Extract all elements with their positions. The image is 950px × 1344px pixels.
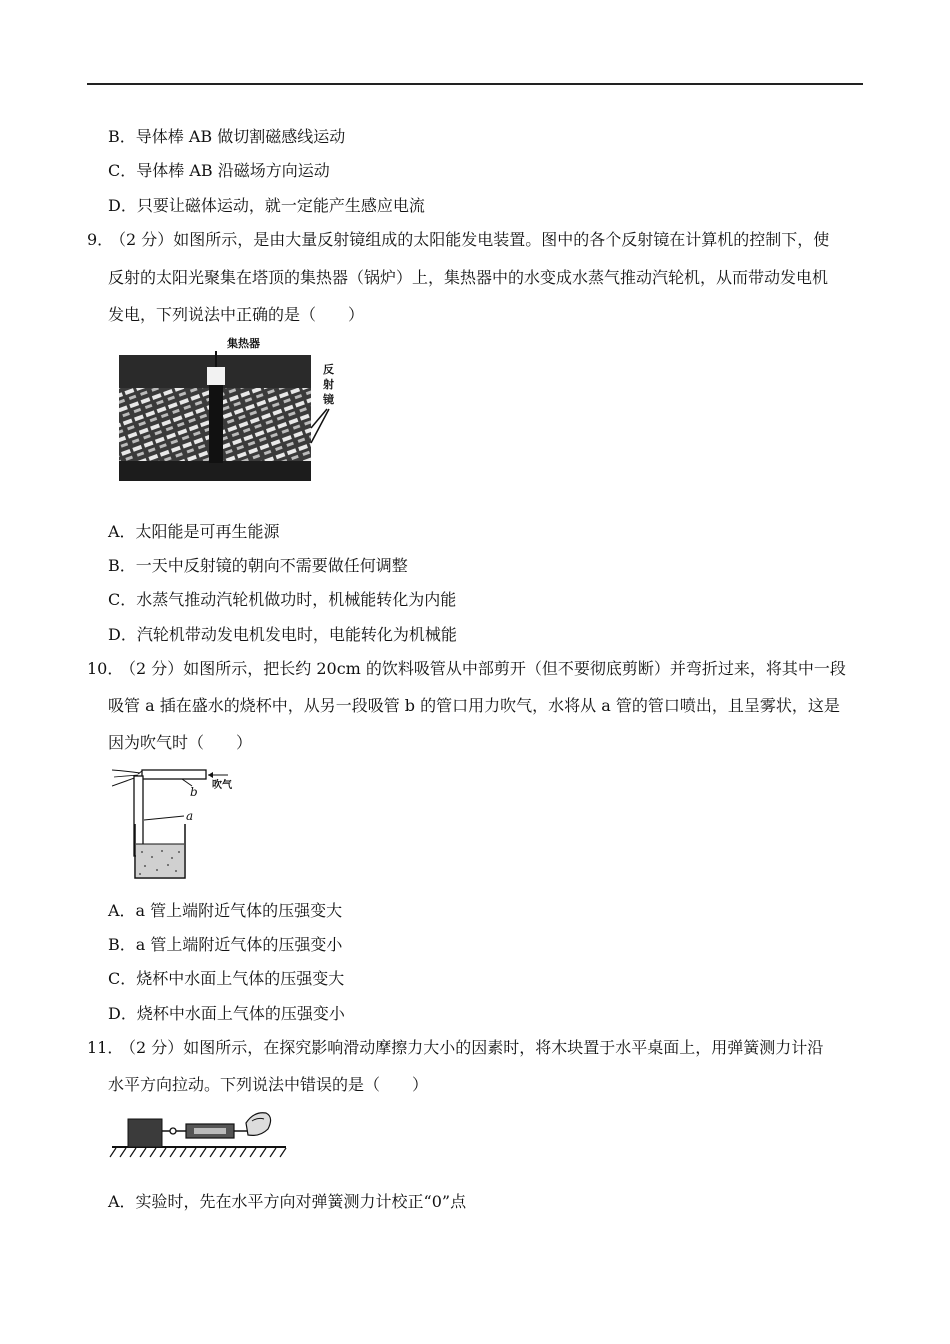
q9-option-c: C．水蒸气推动汽轮机做功时，机械能转化为内能 <box>108 590 457 609</box>
q9-stem-line3: 发电，下列说法中正确的是（ ） <box>108 305 365 324</box>
blow-label: 吹气 <box>212 780 232 791</box>
straw-beaker-figure <box>112 762 252 884</box>
mirror-label-1: 反 <box>323 363 334 376</box>
q10-option-b: B．a 管上端附近气体的压强变小 <box>108 935 343 954</box>
friction-experiment-figure <box>108 1103 290 1163</box>
q10-stem-line3: 因为吹气时（ ） <box>108 733 253 752</box>
header-rule <box>87 83 863 85</box>
q10-stem-line2: 吸管 a 插在盛水的烧杯中，从另一段吸管 b 的管口用力吹气，水将从 a 管的管口喷出，且呈雾状，这是 <box>108 696 840 715</box>
mirror-label-2: 射 <box>323 378 334 391</box>
q10-number: 10． <box>87 659 124 678</box>
q9-option-b: B．一天中反射镜的朝向不需要做任何调整 <box>108 556 408 575</box>
q9-option-d: D．汽轮机带动发电机发电时，电能转化为机械能 <box>108 625 457 644</box>
q9-stem-line2: 反射的太阳光聚集在塔顶的集热器（锅炉）上，集热器中的水变成水蒸气推动汽轮机，从而带动发电机 <box>108 268 829 287</box>
straw-a-label: a <box>186 809 194 823</box>
q10-option-c: C．烧杯中水面上气体的压强变大 <box>108 969 345 988</box>
mirror-label-3: 镜 <box>323 393 334 406</box>
q11-number: 11． <box>87 1038 124 1057</box>
q11-stem-line1: （2 分）如图所示，在探究影响滑动摩擦力大小的因素时，将木块置于水平桌面上，用弹簧测力计沿 <box>120 1038 824 1057</box>
solar-tower-figure <box>115 333 345 485</box>
q10-option-a: A．a 管上端附近气体的压强变大 <box>108 901 343 920</box>
q10-stem-line1: （2 分）如图所示，把长约 20cm 的饮料吸管从中部剪开（但不要彻底剪断）并弯折过来，将其中一段 <box>120 659 846 678</box>
straw-b-label: b <box>190 785 198 799</box>
q8-option-c: C．导体棒 AB 沿磁场方向运动 <box>108 161 330 180</box>
q11-stem-line2: 水平方向拉动。下列说法中错误的是（ ） <box>108 1075 429 1094</box>
q8-option-d: D．只要让磁体运动，就一定能产生感应电流 <box>108 196 425 215</box>
q9-stem-line1: （2 分）如图所示，是由大量反射镜组成的太阳能发电装置。图中的各个反射镜在计算机的控制下，使 <box>110 230 830 249</box>
collector-label: 集热器 <box>227 337 260 350</box>
q8-option-b: B．导体棒 AB 做切割磁感线运动 <box>108 127 346 146</box>
q9-number: 9． <box>87 230 114 249</box>
q9-option-a: A．太阳能是可再生能源 <box>108 522 280 541</box>
q11-option-a: A．实验时，先在水平方向对弹簧测力计校正“0”点 <box>108 1192 467 1211</box>
q10-option-d: D．烧杯中水面上气体的压强变小 <box>108 1004 345 1023</box>
